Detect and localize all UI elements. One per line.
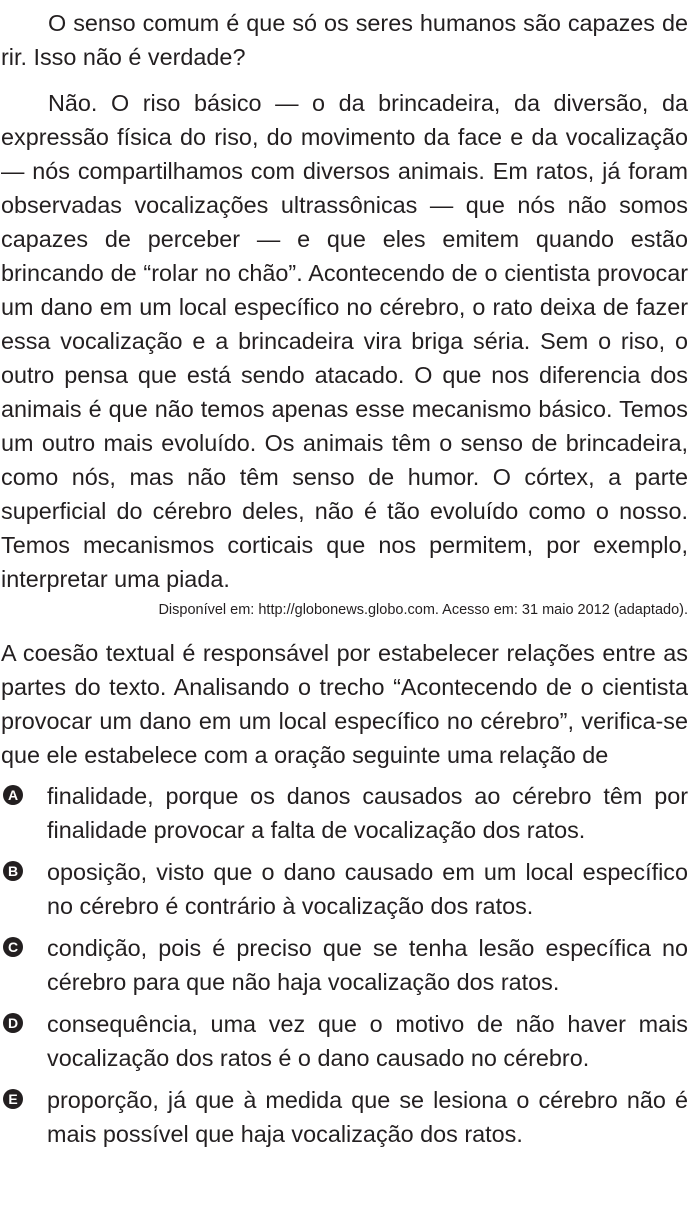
passage-source-citation: Disponível em: http://globonews.globo.com. Acesso em: 31 maio 2012 (adaptado).: [158, 602, 688, 618]
passage-paragraph-2: Não. O riso básico — o da brincadeira, da diversão, da expressão física do riso, do movimento da face e da vocalização — nós compartilhamos com diversos animais. Em ratos, já foram observadas vocalizações ultrassônicas — que nós não somos capazes de perceber — e que eles emitem quando estão brincando de “rolar no chão”. Acontecendo de o cientista provocar um dano em um local específico no cérebro, o rato deixa de fazer essa vocalização e a brincadeira vira briga séria. Sem o riso, o outro pensa que está sendo atacado. O que nos diferencia dos animais é que não temos apenas esse mecanismo básico. Temos um outro mais evoluído. Os animais têm o senso de brincadeira, como nós, mas não têm senso de humor. O córtex, a parte superficial do cérebro deles, não é tão evoluído como o nosso. Temos mecanismos corticais que nos permitem, por exemplo, interpretar uma piada.: [1, 90, 688, 592]
passage-paragraph-1: O senso comum é que só os seres humanos são capazes de rir. Isso não é verdade?: [1, 10, 688, 70]
option-d-text: consequência, uma vez que o motivo de não haver mais vocalização dos ratos é o dano causado no cérebro.: [47, 1011, 688, 1071]
option-c-letter-badge: C: [3, 937, 23, 957]
option-d[interactable]: [1, 1007, 688, 1075]
option-a[interactable]: [1, 779, 688, 847]
answer-options: [1, 779, 688, 1151]
option-a-text: finalidade, porque os danos causados ao cérebro têm por finalidade provocar a falta de vocalização dos ratos.: [47, 783, 688, 843]
option-e-letter-badge: E: [3, 1089, 23, 1109]
option-b-text: oposição, visto que o dano causado em um local específico no cérebro é contrário à vocalização dos ratos.: [47, 859, 688, 919]
option-a-letter-badge: A: [3, 785, 23, 805]
option-c[interactable]: [1, 931, 688, 999]
option-b-letter-badge: B: [3, 861, 23, 881]
option-b[interactable]: [1, 855, 688, 923]
option-e[interactable]: [1, 1083, 688, 1151]
question-stem: A coesão textual é responsável por estabelecer relações entre as partes do texto. Analisando o trecho “Acontecendo de o cientista provocar um dano em um local específico no cérebro”, verifica-se que ele estabelece com a oração seguinte uma relação de: [1, 640, 688, 768]
option-e-text: proporção, já que à medida que se lesiona o cérebro não é mais possível que haja vocalização dos ratos.: [47, 1087, 688, 1147]
option-d-letter-badge: D: [3, 1013, 23, 1033]
option-c-text: condição, pois é preciso que se tenha lesão específica no cérebro para que não haja vocalização dos ratos.: [47, 935, 688, 995]
